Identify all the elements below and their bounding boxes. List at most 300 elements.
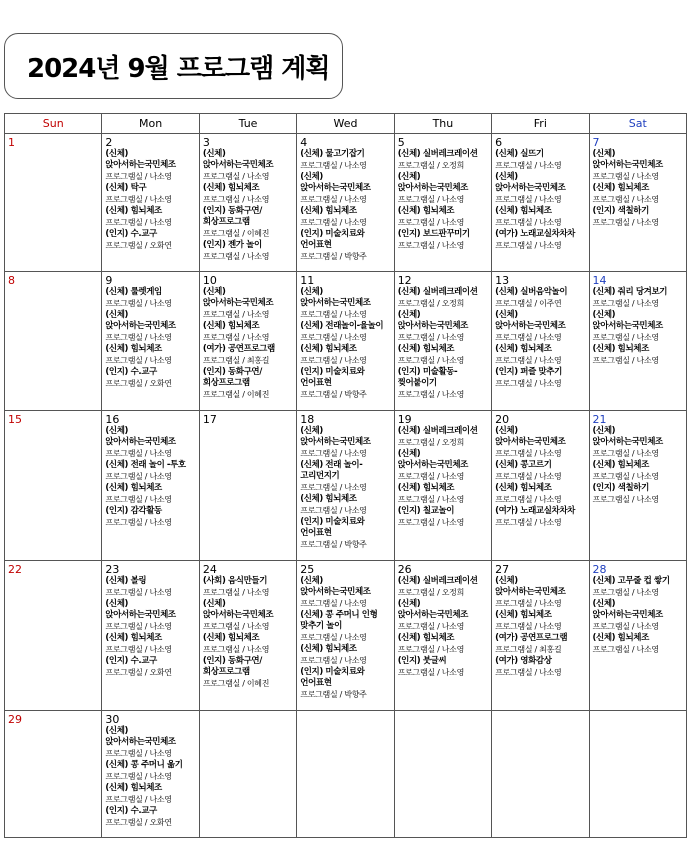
program-entry: [203, 183, 293, 206]
program-staff: 프로그램실 / 나소영: [495, 195, 562, 204]
program-name: (신체) 힘뇌체조: [300, 644, 357, 654]
program-entry: [105, 149, 195, 183]
program-staff: 프로그램실 / 나소영: [105, 772, 172, 782]
day-number: 11: [300, 274, 315, 288]
day-number: 18: [300, 412, 315, 426]
program-staff: 프로그램실 / 나소영: [202, 252, 270, 261]
program-entry: [105, 483, 195, 506]
program-entry: [300, 367, 390, 401]
program-entry: [398, 367, 488, 401]
day-cell: [589, 134, 686, 272]
program-entry: [398, 344, 488, 367]
program-staff: 프로그램실 / 나소영: [202, 645, 270, 654]
day-number: 10: [202, 274, 217, 288]
program-entry: [300, 517, 390, 551]
program-staff: 프로그램실 / 나소영: [202, 195, 270, 204]
program-name: (인지) 수.교구: [105, 656, 157, 666]
program-staff: 프로그램실 / 나소영: [300, 161, 367, 170]
program-name: (신체) 힘뇌체조: [592, 344, 649, 355]
program-staff: 프로그램실 / 이주연: [495, 299, 562, 309]
program-staff: 프로그램실 / 나소영: [397, 471, 464, 481]
program-staff: 프로그램실 / 박향주: [300, 252, 367, 261]
program-entry: [593, 149, 683, 183]
calendar-table: [4, 113, 687, 838]
day-cell: [297, 711, 394, 838]
program-name: (신체) 앉아서하는국민체조: [105, 599, 176, 620]
program-name: (여가) 영화감상: [495, 656, 552, 666]
program-entry: [105, 806, 195, 829]
day-number: 20: [495, 412, 510, 426]
program-entry: [105, 760, 195, 783]
weekday-mon: Mon: [102, 114, 199, 134]
program-name: (신체) 앉아서하는국민체조: [202, 599, 274, 620]
program-name: (신체) 볼링: [105, 576, 147, 586]
program-name: (신체) 힘뇌체조: [202, 633, 260, 643]
program-staff: 프로그램실 / 오정희: [397, 588, 464, 597]
program-staff: 프로그램실 / 나소영: [495, 622, 562, 631]
program-name: (신체) 힘뇌체조: [495, 344, 552, 355]
program-entry: [105, 599, 195, 633]
program-name: (신체) 힘뇌체조: [105, 633, 162, 643]
program-name: (신체) 앉아서하는국민체조: [592, 310, 663, 332]
program-name: (신체) 콩 주머니 옮기: [105, 760, 183, 771]
program-entry: [495, 633, 585, 656]
program-staff: 프로그램실 / 나소영: [397, 390, 464, 400]
program-staff: 프로그램실 / 나소영: [300, 599, 367, 608]
day-number: 1: [8, 136, 15, 149]
program-entry: [495, 656, 585, 679]
program-staff: 프로그램실 / 나소영: [397, 622, 464, 631]
day-cell: [5, 711, 102, 838]
day-number: 21: [592, 412, 607, 426]
day-cell: [394, 134, 491, 272]
program-name: (신체) 앉아서하는국민체조: [592, 599, 663, 620]
day-number: 5: [397, 136, 405, 149]
week-row: [5, 272, 687, 410]
program-entry: [300, 610, 390, 644]
program-staff: 프로그램실 / 나소영: [397, 517, 464, 527]
program-staff: 프로그램실 / 나소영: [592, 172, 659, 181]
day-cell: [492, 410, 589, 560]
program-staff: 프로그램실 / 나소영: [592, 471, 659, 481]
day-cell: [297, 561, 394, 711]
program-staff: 프로그램실 / 나소영: [105, 517, 172, 527]
program-name: (인지) 동화구연/회상프로그램: [202, 206, 262, 227]
program-name: (신체) 실버레크레이션: [397, 149, 478, 159]
program-name: (신체) 힘뇌체조: [397, 344, 455, 355]
program-staff: 프로그램실 / 나소영: [300, 310, 367, 320]
day-cell: [199, 410, 296, 560]
program-name: (인지) 미술치료와 언어표현: [300, 229, 365, 250]
program-staff: 프로그램실 / 나소영: [592, 448, 659, 458]
program-entry: [203, 321, 293, 344]
program-entry: [300, 206, 390, 229]
program-entry: [300, 344, 390, 367]
program-entry: [300, 287, 390, 321]
program-entry: [593, 599, 683, 633]
program-staff: 프로그램실 / 나소영: [300, 356, 367, 366]
program-entry: [495, 287, 585, 310]
program-name: (여가) 공연프로그램: [202, 344, 275, 355]
program-name: (신체) 앉아서하는국민체조: [105, 149, 176, 170]
program-entry: [105, 633, 195, 656]
program-staff: 프로그램실 / 나소영: [495, 599, 562, 608]
program-entry: [105, 310, 195, 344]
page-title: 2024년 9월 프로그램 계획: [27, 53, 330, 84]
program-name: (신체) 힘뇌체조: [105, 783, 162, 794]
program-entry: [203, 240, 293, 263]
program-entry: [203, 576, 293, 599]
program-name: (신체) 전래 놀이 -투호: [105, 459, 186, 470]
program-name: (인지) 보드판꾸미기: [397, 229, 470, 239]
program-name: (신체) 룰렛게임: [105, 287, 162, 298]
program-name: (신체) 힘뇌체조: [592, 183, 649, 193]
day-number: 12: [397, 274, 412, 288]
week-row: [5, 711, 687, 838]
program-name: (사회) 음식만들기: [202, 576, 268, 586]
day-number: 7: [592, 136, 600, 149]
program-entry: [495, 483, 585, 506]
program-name: (인지) 미술치료와 언어표현: [300, 367, 365, 389]
program-staff: 프로그램실 / 나소영: [105, 218, 172, 227]
program-staff: 프로그램실 / 나소영: [592, 195, 659, 204]
program-name: (인지) 퍼즐 맞추기: [495, 367, 562, 378]
day-number: 15: [8, 412, 22, 426]
program-entry: [105, 460, 195, 483]
program-entry: [495, 576, 585, 610]
program-entry: [105, 287, 195, 310]
day-cell: [394, 410, 491, 560]
program-name: (신체) 탁구: [105, 183, 147, 193]
program-staff: 프로그램실 / 오화연: [105, 241, 172, 250]
day-cell: [492, 272, 589, 410]
day-cell: [589, 410, 686, 560]
program-name: (신체) 앉아서하는국민체조: [495, 425, 566, 447]
program-name: (신체) 실버레크레이션: [397, 425, 478, 436]
program-entry: [105, 726, 195, 760]
program-name: (신체) 힘뇌체조: [397, 206, 455, 216]
program-name: (인지) 수.교구: [105, 806, 157, 817]
program-name: (인지) 붓글씨: [397, 656, 447, 666]
program-name: (신체) 앉아서하는국민체조: [592, 149, 663, 170]
program-entry: [203, 656, 293, 690]
program-staff: 프로그램실 / 나소영: [495, 494, 562, 504]
program-entry: [495, 610, 585, 633]
day-cell: [492, 134, 589, 272]
program-staff: 프로그램실 / 나소영: [105, 622, 172, 631]
program-entry: [593, 483, 683, 506]
program-entry: [593, 206, 683, 229]
program-staff: 프로그램실 / 나소영: [202, 588, 270, 597]
program-staff: 프로그램실 / 오화연: [105, 379, 172, 389]
program-staff: 프로그램실 / 나소영: [300, 195, 367, 204]
program-staff: 프로그램실 / 나소영: [105, 333, 172, 343]
program-staff: 프로그램실 / 나소영: [592, 299, 659, 309]
day-cell: [589, 561, 686, 711]
program-entry: [203, 367, 293, 401]
program-name: (여가) 공연프로그램: [495, 633, 568, 643]
program-name: (신체) 힘뇌체조: [202, 321, 260, 332]
program-name: (신체) 물고기잡기: [300, 149, 365, 159]
program-entry: [300, 172, 390, 206]
program-entry: [203, 633, 293, 656]
program-name: (인지) 칠교놀이: [397, 505, 455, 516]
week-row: [5, 410, 687, 560]
program-staff: 프로그램실 / 오정희: [397, 299, 464, 309]
program-entry: [398, 633, 488, 656]
program-staff: 프로그램실 / 나소영: [397, 356, 464, 366]
day-number: 22: [8, 563, 22, 576]
program-entry: [105, 576, 195, 599]
program-name: (신체) 힘뇌체조: [592, 633, 649, 643]
day-number: 9: [105, 274, 113, 288]
program-staff: 프로그램실 / 나소영: [397, 195, 464, 204]
program-entry: [593, 426, 683, 460]
day-number: 29: [8, 713, 22, 727]
program-staff: 프로그램실 / 나소영: [495, 356, 562, 366]
program-entry: [495, 310, 585, 344]
program-name: (인지) 미술치료와 언어표현: [300, 667, 365, 688]
day-cell: [102, 134, 199, 272]
program-staff: 프로그램실 / 나소영: [592, 622, 659, 631]
program-name: (신체) 힘뇌체조: [397, 482, 455, 493]
program-name: (신체) 앉아서하는국민체조: [495, 310, 566, 332]
program-staff: 프로그램실 / 나소영: [397, 668, 464, 677]
program-name: (인지) 수.교구: [105, 229, 157, 239]
program-name: (신체) 콩 주머니 인형 맞추기 놀이: [300, 610, 378, 631]
weekday-tue: Tue: [199, 114, 296, 134]
program-staff: 프로그램실 / 박향주: [300, 390, 367, 400]
program-name: (신체) 힘뇌체조: [495, 206, 552, 216]
program-staff: 프로그램실 / 나소영: [397, 494, 464, 504]
program-entry: [398, 310, 488, 344]
program-staff: 프로그램실 / 나소영: [202, 333, 270, 343]
day-cell: [297, 134, 394, 272]
day-cell: [5, 134, 102, 272]
program-name: (인지) 감각활동: [105, 505, 162, 516]
program-name: (신체) 실버레크레이션: [397, 576, 478, 586]
program-name: (신체) 힘뇌체조: [300, 206, 357, 216]
program-staff: 프로그램실 / 나소영: [495, 333, 562, 343]
program-entry: [398, 287, 488, 310]
program-staff: 프로그램실 / 오화연: [105, 818, 172, 828]
program-entry: [105, 506, 195, 529]
day-number: 23: [105, 563, 120, 576]
day-number: 6: [495, 136, 503, 149]
program-name: (신체) 앉아서하는국민체조: [202, 287, 274, 309]
program-staff: 프로그램실 / 나소영: [592, 645, 659, 654]
program-name: (신체) 앉아서하는국민체조: [495, 172, 566, 193]
program-entry: [300, 149, 390, 172]
program-entry: [398, 149, 488, 172]
day-cell: [102, 410, 199, 560]
program-staff: 프로그램실 / 나소영: [105, 494, 172, 504]
program-staff: 프로그램실 / 나소영: [397, 218, 464, 227]
program-staff: 프로그램실 / 나소영: [592, 356, 659, 366]
program-entry: [398, 506, 488, 529]
program-entry: [300, 576, 390, 610]
program-staff: 프로그램실 / 나소영: [202, 310, 270, 320]
program-entry: [593, 183, 683, 206]
program-entry: [300, 229, 390, 263]
program-entry: [495, 206, 585, 229]
program-staff: 프로그램실 / 나소영: [105, 471, 172, 481]
program-staff: 프로그램실 / 나소영: [105, 299, 172, 309]
program-name: (신체) 앉아서하는국민체조: [300, 425, 371, 447]
program-staff: 프로그램실 / 나소영: [495, 241, 562, 250]
program-name: (신체) 전래 놀이-고리던지기: [300, 459, 363, 481]
program-entry: [398, 599, 488, 633]
program-entry: [495, 149, 585, 172]
program-name: (신체) 앉아서하는국민체조: [202, 149, 274, 170]
day-cell: [199, 272, 296, 410]
program-entry: [105, 656, 195, 679]
program-staff: 프로그램실 / 나소영: [105, 795, 172, 805]
program-entry: [495, 367, 585, 390]
program-name: (인지) 동화구연/회상프로그램: [202, 367, 262, 389]
program-staff: 프로그램실 / 최홍길: [202, 356, 270, 366]
program-name: (신체) 힘뇌체조: [105, 344, 162, 355]
program-name: (신체) 힘뇌체조: [105, 482, 162, 493]
program-staff: 프로그램실 / 나소영: [592, 333, 659, 343]
weekday-header-row: [5, 114, 687, 134]
program-name: (신체) 힘뇌체조: [105, 206, 162, 216]
program-entry: [398, 229, 488, 252]
day-number: 25: [300, 563, 315, 576]
program-staff: 프로그램실 / 나소영: [105, 645, 172, 654]
day-cell: [102, 711, 199, 838]
program-staff: 프로그램실 / 나소영: [105, 195, 172, 204]
program-staff: 프로그램실 / 나소영: [495, 161, 562, 170]
day-cell: [199, 134, 296, 272]
program-entry: [300, 321, 390, 344]
program-entry: [300, 494, 390, 517]
program-name: (신체) 줘리 당겨보기: [592, 287, 668, 298]
day-cell: [492, 561, 589, 711]
program-entry: [495, 426, 585, 460]
program-entry: [398, 656, 488, 679]
program-name: (신체) 전래놀이-율놀이: [300, 321, 384, 332]
day-cell: [5, 410, 102, 560]
day-number: 30: [105, 713, 120, 727]
program-staff: 프로그램실 / 오정희: [397, 161, 464, 170]
program-entry: [105, 783, 195, 806]
program-entry: [105, 367, 195, 390]
weekday-sat: Sat: [589, 114, 686, 134]
day-number: 2: [105, 136, 113, 149]
day-cell: [297, 410, 394, 560]
program-staff: 프로그램실 / 나소영: [397, 333, 464, 343]
program-staff: 프로그램실 / 이혜진: [202, 390, 270, 400]
program-name: (신체) 힘뇌체조: [202, 183, 260, 193]
day-cell: [394, 711, 491, 838]
day-cell: [297, 272, 394, 410]
program-staff: 프로그램실 / 이혜진: [202, 679, 270, 688]
day-cell: [589, 711, 686, 838]
program-name: (신체) 앉아서하는국민체조: [300, 172, 371, 193]
program-entry: [203, 149, 293, 183]
program-name: (신체) 힘뇌체조: [300, 344, 357, 355]
program-entry: [593, 633, 683, 656]
program-name: (신체) 힘뇌체조: [495, 610, 552, 620]
week-row: [5, 561, 687, 711]
program-name: (신체) 실버레크레이션: [397, 287, 478, 298]
day-number: 28: [592, 563, 607, 576]
program-entry: [593, 344, 683, 367]
program-staff: 프로그램실 / 나소영: [300, 482, 367, 492]
day-cell: [394, 561, 491, 711]
program-staff: 프로그램실 / 나소영: [397, 645, 464, 654]
program-entry: [593, 576, 683, 599]
program-entry: [398, 483, 488, 506]
day-number: 3: [202, 136, 210, 149]
program-staff: 프로그램실 / 오정희: [397, 437, 464, 447]
program-staff: 프로그램실 / 나소영: [105, 588, 172, 597]
program-staff: 프로그램실 / 나소영: [300, 218, 367, 227]
weekday-sun: Sun: [5, 114, 102, 134]
program-staff: 프로그램실 / 나소영: [592, 218, 659, 227]
program-staff: 프로그램실 / 나소영: [397, 241, 464, 250]
program-staff: 프로그램실 / 나소영: [105, 172, 172, 181]
program-name: (신체) 고무줄 컵 쌓기: [592, 576, 670, 586]
program-name: (신체) 실뜨기: [495, 149, 544, 159]
day-number: 13: [495, 274, 510, 288]
program-name: (신체) 앉아서하는국민체조: [397, 310, 468, 332]
program-name: (신체) 힘뇌체조: [592, 459, 649, 470]
program-staff: 프로그램실 / 나소영: [300, 448, 367, 458]
program-entry: [398, 206, 488, 229]
program-entry: [203, 206, 293, 240]
program-entry: [398, 449, 488, 483]
weekday-wed: Wed: [297, 114, 394, 134]
program-name: (신체) 앉아서하는국민체조: [300, 576, 371, 597]
program-staff: 프로그램실 / 오화연: [105, 668, 172, 677]
program-name: (신체) 힘뇌체조: [300, 493, 357, 504]
program-entry: [593, 460, 683, 483]
weekday-thu: Thu: [394, 114, 491, 134]
program-staff: 프로그램실 / 나소영: [495, 218, 562, 227]
day-number: 17: [202, 412, 217, 426]
day-cell: [102, 561, 199, 711]
program-staff: 프로그램실 / 나소영: [105, 356, 172, 366]
day-cell: [199, 711, 296, 838]
program-name: (신체) 앉아서하는국민체조: [592, 425, 663, 447]
program-name: (신체) 앉아서하는국민체조: [495, 576, 566, 597]
program-staff: 프로그램실 / 나소영: [495, 448, 562, 458]
program-name: (신체) 앉아서하는국민체조: [397, 172, 468, 193]
program-staff: 프로그램실 / 이혜진: [202, 229, 270, 238]
program-name: (신체) 힘뇌체조: [495, 482, 552, 493]
day-cell: [102, 272, 199, 410]
program-staff: 프로그램실 / 박향주: [300, 690, 367, 699]
day-cell: [394, 272, 491, 410]
day-cell: [589, 272, 686, 410]
program-name: (인지) 색칠하기: [592, 482, 649, 493]
program-staff: 프로그램실 / 나소영: [495, 668, 562, 677]
day-number: 8: [8, 274, 15, 288]
weekday-fri: Fri: [492, 114, 589, 134]
program-staff: 프로그램실 / 나소영: [592, 588, 659, 597]
program-name: (인지) 색칠하기: [592, 206, 649, 216]
day-cell: [199, 561, 296, 711]
program-entry: [593, 310, 683, 344]
day-number: 16: [105, 412, 120, 426]
day-number: 26: [397, 563, 412, 576]
program-staff: 프로그램실 / 나소영: [105, 749, 172, 759]
program-entry: [398, 576, 488, 599]
program-entry: [203, 344, 293, 367]
program-name: (신체) 앉아서하는국민체조: [397, 599, 468, 620]
